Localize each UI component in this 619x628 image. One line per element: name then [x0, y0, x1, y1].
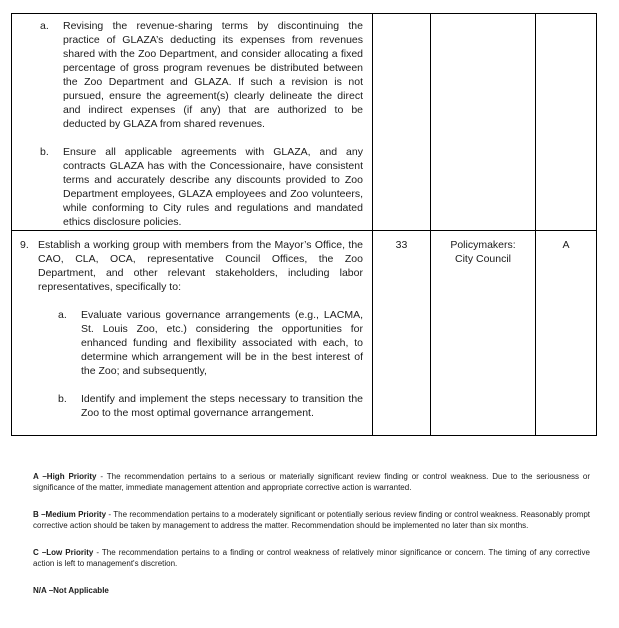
list-label: b. [58, 393, 67, 405]
page-cell-row1 [372, 14, 430, 230]
entity-line1: Policymakers: [450, 239, 516, 251]
legend-term: B –Medium Priority [33, 510, 107, 519]
list-label: b. [40, 146, 49, 158]
page-cell-row9: 33 [372, 230, 430, 435]
list-item-a [58, 308, 363, 378]
entity-line2: City Council [454, 253, 512, 265]
legend-definition: - The recommendation pertains to a finding or control weakness of relatively minor significance or concern. The timing of any corrective action is left to management's discretion. [33, 548, 590, 568]
legend-term: A –High Priority [33, 472, 97, 481]
recommendation-number: 9. [20, 239, 29, 251]
legend-low-priority [33, 547, 590, 569]
list-item-b [40, 145, 363, 229]
priority-cell-row1 [535, 14, 596, 230]
list-item-text: Identify and implement the steps necessary to transition the Zoo to the most optimal governance arrangement. [81, 393, 363, 419]
legend-term: C –Low Priority [33, 548, 94, 557]
recommendation-intro-text: Establish a working group with members from the Mayor’s Office, the CAO, CLA, OCA, representative Council Offices, the Zoo Department, and other relevant stakeholders, including labor representatives, specifically to: [38, 239, 363, 293]
legend-definition: - The recommendation pertains to a serious or materially significant review finding or control weakness. Due to the seriousness or significance of the matter, immediate management attention and appropriate corrective action is warranted. [33, 472, 591, 492]
list-label: a. [40, 20, 49, 32]
legend-definition: - The recommendation pertains to a moderately significant or potentially serious review finding or control weakness. Reasonably prompt corrective action should be taken by management to address the matter. Recommendation should be implemented no later than six months. [33, 510, 590, 530]
priority-legend [33, 471, 590, 612]
list-item-b [58, 392, 363, 420]
list-item-text: Ensure all applicable agreements with GLAZA, and any contracts GLAZA has with the Concessionaire, have consistent terms and accurately describe any discounts provided to Zoo Department employees, GLAZA employees and Zoo volunteers, while conforming to City rules and regulations and mandated ethics disclosure policies. [63, 146, 363, 228]
list-item-a [40, 19, 363, 131]
list-item-text: Revising the revenue-sharing terms by discontinuing the practice of GLAZA’s deducting its expenses from revenues shared with the Zoo Department, and consider allocating a fixed percentage of gross program revenues be distributed between the Zoo Department and GLAZA. If such a revision is not pursued, ensure the agreement(s) clearly delineate the direct and indirect expenses (if any) that are authorized to be deducted by GLAZA from shared revenues. [63, 20, 363, 130]
legend-high-priority [33, 471, 590, 493]
legend-not-applicable [33, 585, 590, 596]
list-item-text: Evaluate various governance arrangements (e.g., LACMA, St. Louis Zoo, etc.) considering the opportunities for enhanced funding and flexibility associated with each, to determine which arrangement will be in the best interest of the Zoo; and subsequently, [81, 309, 363, 377]
recommendation-cell-row1 [12, 14, 372, 230]
recommendation-9 [20, 238, 363, 294]
legend-medium-priority [33, 509, 590, 531]
legend-term: N/A –Not Applicable [33, 586, 109, 595]
entity-cell-row9 [430, 230, 535, 435]
list-label: a. [58, 309, 67, 321]
recommendations-table [11, 13, 597, 436]
entity-cell-row1 [430, 14, 535, 230]
recommendation-cell-row9 [12, 230, 372, 435]
priority-cell-row9: A [535, 230, 596, 435]
